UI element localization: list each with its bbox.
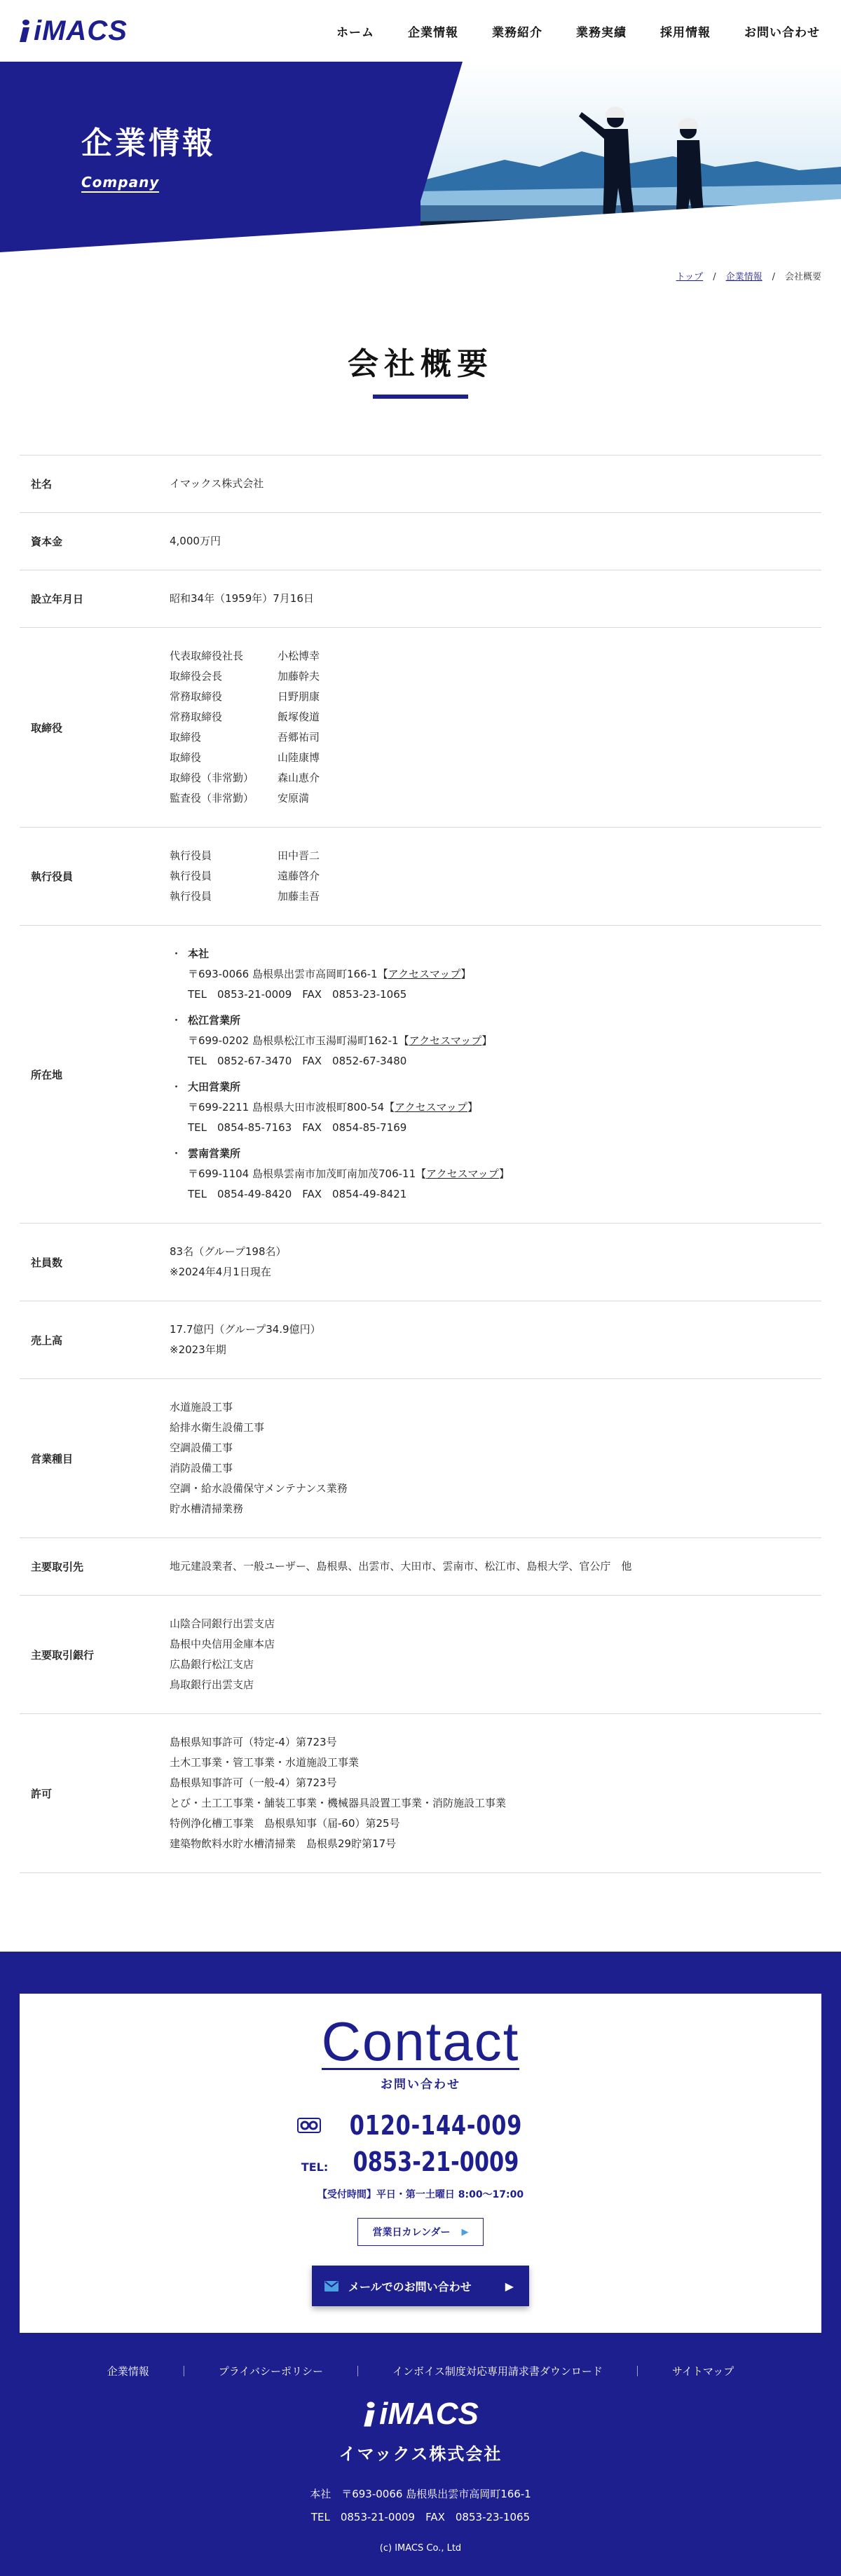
list-item (170, 846, 821, 866)
logo-text: iMACS (34, 15, 128, 46)
footer-separator: ｜ (178, 2365, 189, 2378)
access-map-link[interactable]: アクセスマップ (388, 968, 461, 980)
breadcrumb-current: 会社概要 (784, 272, 821, 282)
hero-title: 企業情報 (81, 125, 216, 161)
global-nav (336, 22, 820, 40)
breadcrumb-top[interactable]: トップ (676, 272, 704, 282)
location-name: 松江営業所 (188, 1014, 241, 1027)
calendar-button[interactable] (357, 2218, 484, 2246)
officer-name: 加藤圭吾 (278, 890, 320, 903)
section-title: 会社概要 (348, 346, 493, 382)
list-item: 特例浄化槽工事業 島根県知事（届-60）第25号 (170, 1817, 400, 1830)
list-item (170, 707, 821, 727)
tel-line[interactable] (20, 2146, 821, 2177)
bullet: ・ (171, 1014, 182, 1027)
site-logo[interactable] (18, 15, 128, 47)
location-address (188, 1097, 821, 1118)
list-item: 広島銀行松江支店 (170, 1658, 254, 1671)
location-item (170, 1010, 821, 1071)
value-note: ※2024年4月1日現在 (170, 1266, 271, 1278)
bracket: 】 (481, 1034, 493, 1047)
business-list (170, 1379, 821, 1537)
contact-section (0, 1952, 841, 2333)
officer-name: 田中晋二 (278, 849, 320, 862)
mail-icon (324, 2281, 339, 2291)
director-name: 飯塚俊道 (278, 711, 320, 723)
table-row (20, 1596, 821, 1714)
nav-services[interactable]: 業務紹介 (492, 25, 542, 40)
officer-role: 執行役員 (170, 870, 212, 882)
nav-recruit[interactable]: 採用情報 (660, 25, 711, 40)
value-note: ※2023年期 (170, 1343, 226, 1356)
freedial[interactable] (20, 2110, 821, 2141)
table-row (20, 628, 821, 828)
company-overview-table (20, 455, 821, 1873)
location-contact: TEL 0852-67-3470 FAX 0852-67-3480 (188, 1055, 407, 1067)
row-label: 売上高 (31, 1334, 63, 1347)
list-item: 土木工事業・管工事業・水道施設工事業 (170, 1756, 360, 1769)
director-role: 監査役（非常勤） (170, 792, 254, 804)
location-item (170, 1144, 821, 1205)
footer-tel-fax: TEL 0853-21-0009 FAX 0853-23-1065 (310, 2511, 531, 2523)
table-row (20, 570, 821, 628)
row-label: 許可 (31, 1787, 53, 1800)
footer-nav (0, 2364, 841, 2378)
tel-number: 0853-21-0009 (353, 2146, 519, 2177)
list-item (170, 866, 821, 886)
list-item: 貯水槽清掃業務 (170, 1502, 244, 1515)
location-contact: TEL 0854-85-7163 FAX 0854-85-7169 (188, 1121, 407, 1134)
footer-company-name: イマックス株式会社 (339, 2444, 502, 2464)
table-row (20, 1714, 821, 1873)
title-underline (373, 395, 468, 399)
list-item: 消防設備工事 (170, 1462, 233, 1474)
footer-link-company[interactable]: 企業情報 (107, 2365, 149, 2378)
founded-value: 昭和34年（1959年）7月16日 (170, 592, 314, 605)
row-label: 所在地 (31, 1068, 63, 1081)
footer-logo[interactable] (0, 2397, 841, 2432)
location-address (188, 1031, 821, 1051)
address-text: 〒699-0202 島根県松江市玉湯町湯町162-1【 (188, 1034, 409, 1047)
tel-label: TEL: (301, 2160, 329, 2174)
address-text: 〒699-1104 島根県雲南市加茂町南加茂706-11【 (188, 1167, 427, 1180)
list-item: 給排水衛生設備工事 (170, 1421, 265, 1434)
access-map-link[interactable]: アクセスマップ (395, 1101, 467, 1114)
freedial-number: 0120-144-009 (349, 2110, 523, 2141)
locations-list (170, 926, 821, 1223)
director-role: 常務取締役 (170, 711, 223, 723)
list-item: 島根県知事許可（一般-4）第723号 (170, 1776, 337, 1789)
table-row (20, 455, 821, 513)
capital-value: 4,000万円 (170, 535, 221, 547)
list-item (170, 687, 821, 707)
director-role: 常務取締役 (170, 690, 223, 703)
breadcrumb-separator: / (713, 272, 716, 282)
bracket: 】 (467, 1101, 478, 1114)
officer-role: 執行役員 (170, 890, 212, 903)
mail-button-content (324, 2278, 472, 2294)
nav-company[interactable]: 企業情報 (408, 25, 458, 40)
list-item (170, 788, 821, 809)
bullet: ・ (171, 1081, 182, 1093)
director-name: 山陸康博 (278, 751, 320, 764)
location-item (170, 944, 821, 1005)
director-role: 取締役会長 (170, 670, 223, 683)
access-map-link[interactable]: アクセスマップ (409, 1034, 482, 1047)
footer-separator: ｜ (353, 2365, 364, 2378)
location-name: 本社 (188, 947, 210, 960)
freedial-icon (297, 2118, 321, 2133)
breadcrumb (0, 252, 841, 282)
list-item: 水道施設工事 (170, 1401, 233, 1413)
arrow-right-icon: ▶ (461, 2226, 469, 2238)
list-item: 鳥取銀行出雲支店 (170, 1678, 254, 1691)
contact-title-ja: お問い合わせ (381, 2078, 460, 2092)
footer-address: 本社 〒693-0066 島根県出雲市高岡町166-1 (310, 2488, 531, 2500)
arrow-right-icon: ▶ (505, 2279, 514, 2293)
mail-button-label: メールでのお問い合わせ (348, 2280, 472, 2294)
footer-address-block (0, 2483, 841, 2529)
row-label: 主要取引銀行 (31, 1648, 95, 1662)
table-row (20, 1538, 821, 1596)
director-role: 取締役（非常勤） (170, 772, 254, 784)
row-label: 執行役員 (31, 870, 74, 883)
footer-link-privacy[interactable]: プライバシーポリシー (218, 2365, 324, 2378)
director-name: 吾郷祐司 (278, 731, 320, 744)
calendar-button-label: 営業日カレンダー (372, 2227, 451, 2238)
list-item (170, 646, 821, 666)
table-row (20, 828, 821, 926)
row-label: 設立年月日 (31, 593, 84, 605)
mail-contact-button[interactable] (312, 2266, 529, 2306)
list-item (170, 666, 821, 687)
table-row (20, 1379, 821, 1538)
list-item: とび・土工工事業・舗装工事業・機械器具設置工事業・消防施設工事業 (170, 1797, 507, 1809)
address-text: 〒693-0066 島根県出雲市高岡町166-1【 (188, 968, 388, 980)
table-row (20, 1301, 821, 1379)
banks-list (170, 1596, 821, 1713)
business-hours: 【受付時間】平日・第一土曜日 8:00〜17:00 (317, 2189, 524, 2200)
location-item (170, 1077, 821, 1138)
footer-logo-text: iMACS (379, 2397, 479, 2431)
row-label: 社名 (31, 478, 53, 491)
list-item (170, 886, 821, 907)
table-row (20, 513, 821, 570)
table-row (20, 926, 821, 1224)
director-name: 安原満 (278, 792, 310, 804)
directors-list (170, 628, 821, 827)
logo-mark-icon (18, 19, 32, 43)
sales-value (170, 1301, 821, 1378)
clients-value: 地元建設業者、一般ユーザー、島根県、出雲市、大田市、雲南市、松江市、島根大学、官公庁 他 (170, 1560, 632, 1573)
page-hero (0, 62, 841, 252)
location-contact: TEL 0854-49-8420 FAX 0854-49-8421 (188, 1188, 407, 1200)
list-item: 空調・給水設備保守メンテナンス業務 (170, 1482, 348, 1495)
list-item: 島根中央信用金庫本店 (170, 1638, 275, 1650)
access-map-link[interactable]: アクセスマップ (426, 1167, 499, 1180)
licenses-list (170, 1714, 821, 1872)
location-name: 雲南営業所 (188, 1147, 241, 1160)
footer-link-sitemap[interactable]: サイトマップ (671, 2365, 734, 2378)
director-role: 取締役 (170, 751, 202, 764)
row-label: 資本金 (31, 535, 63, 548)
bullet: ・ (171, 947, 182, 960)
row-label: 社員数 (31, 1256, 63, 1269)
director-name: 小松博幸 (278, 650, 320, 662)
breadcrumb-separator: / (772, 272, 775, 282)
director-name: 加藤幹夫 (278, 670, 320, 683)
location-name: 大田営業所 (188, 1081, 241, 1093)
bullet: ・ (171, 1147, 182, 1160)
address-text: 〒699-2211 島根県大田市波根町800-54【 (188, 1101, 395, 1114)
footer-separator: ｜ (631, 2365, 643, 2378)
list-item (170, 768, 821, 788)
bracket: 】 (498, 1167, 510, 1180)
company-name: イマックス株式会社 (170, 477, 264, 490)
nav-contact[interactable]: お問い合わせ (744, 25, 820, 40)
list-item: 島根県知事許可（特定-4）第723号 (170, 1736, 337, 1748)
row-label: 営業種目 (31, 1452, 74, 1465)
director-role: 代表取締役社長 (170, 650, 244, 662)
employees-value (170, 1224, 821, 1301)
officer-name: 遠藤啓介 (278, 870, 320, 882)
contact-box (20, 1994, 821, 2333)
location-address (188, 1164, 821, 1184)
hero-subtitle: Company (81, 174, 159, 193)
officers-list (170, 828, 821, 925)
contact-title-en: Contact (321, 2010, 520, 2072)
director-name: 日野朋康 (278, 690, 320, 703)
row-label: 取締役 (31, 721, 63, 734)
footer-link-invoice[interactable]: インボイス制度対応専用請求書ダウンロード (392, 2365, 603, 2378)
list-item (170, 727, 821, 748)
bracket: 】 (460, 968, 472, 980)
nav-works[interactable]: 業務実績 (576, 25, 627, 40)
breadcrumb-company[interactable]: 企業情報 (725, 272, 763, 282)
list-item: 建築物飲料水貯水槽清掃業 島根県29貯第17号 (170, 1837, 397, 1850)
location-address (188, 964, 821, 985)
list-item: 山陰合同銀行出雲支店 (170, 1617, 275, 1630)
list-item: 空調設備工事 (170, 1441, 233, 1454)
site-footer (0, 2333, 841, 2576)
logo-mark-icon (362, 2401, 378, 2427)
site-header (0, 0, 841, 62)
value-line: 17.7億円（グループ34.9億円） (170, 1323, 321, 1336)
director-name: 森山恵介 (278, 772, 320, 784)
value-line: 83名（グループ198名） (170, 1245, 287, 1258)
director-role: 取締役 (170, 731, 202, 744)
list-item (170, 748, 821, 768)
officer-role: 執行役員 (170, 849, 212, 862)
copyright: (c) IMACS Co., Ltd (379, 2543, 462, 2554)
table-row (20, 1224, 821, 1301)
location-contact: TEL 0853-21-0009 FAX 0853-23-1065 (188, 988, 407, 1001)
nav-home[interactable]: ホーム (336, 25, 374, 40)
row-label: 主要取引先 (31, 1561, 84, 1573)
